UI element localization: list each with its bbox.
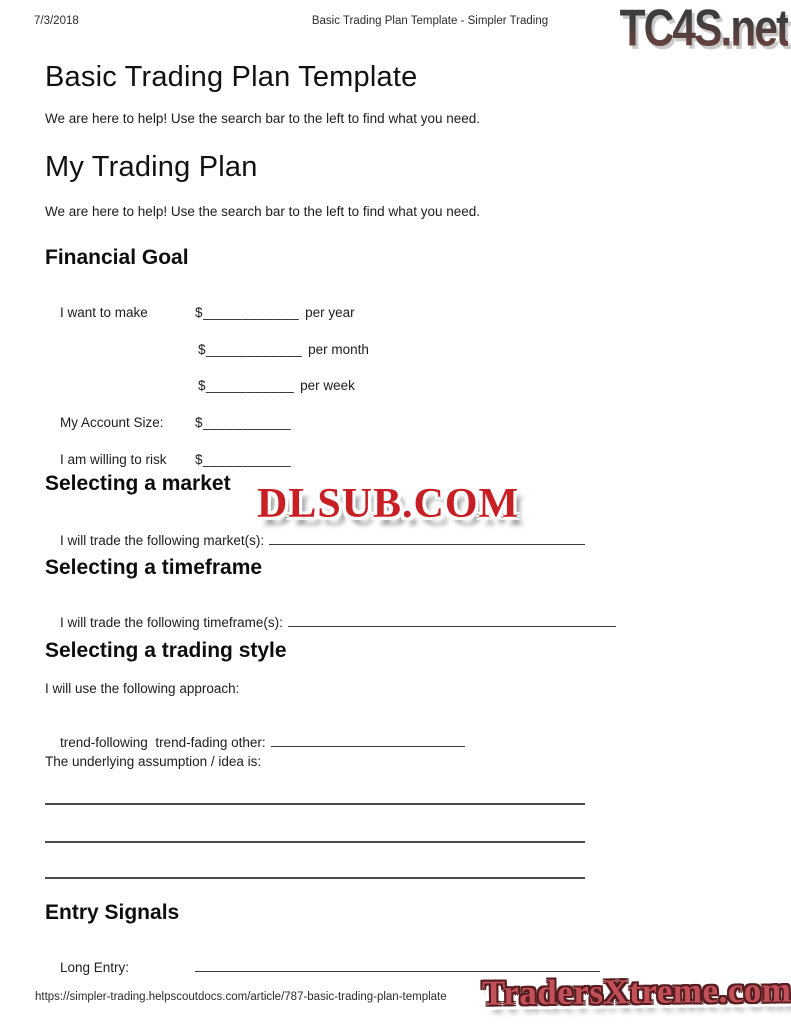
financial-row-suffix: per week bbox=[300, 378, 355, 393]
fill-in-blank: $___________ bbox=[195, 415, 292, 430]
timeframe-prompt: I will trade the following timeframe(s): bbox=[60, 614, 283, 630]
print-header-title: Basic Trading Plan Template - Simpler Trading bbox=[311, 15, 549, 27]
fill-in-blank: $___________ bbox=[195, 452, 292, 467]
page-title: Basic Trading Plan Template bbox=[45, 61, 418, 93]
plan-intro-text: We are here to help! Use the search bar to the left to find what you need. bbox=[45, 204, 481, 219]
assumption-prompt: The underlying assumption / idea is: bbox=[45, 754, 262, 769]
tc4s-watermark: TC4S.net bbox=[619, 0, 788, 57]
market-prompt: I will trade the following market(s): bbox=[60, 532, 265, 548]
fill-in-line bbox=[288, 614, 616, 627]
financial-row-label: I am willing to risk bbox=[60, 452, 167, 467]
financial-row-suffix: per year bbox=[305, 305, 355, 320]
fill-in-line bbox=[45, 841, 585, 843]
print-header-date: 7/3/2018 bbox=[34, 15, 79, 27]
fill-in-line bbox=[195, 959, 600, 972]
dlsub-watermark: DLSUB.COM bbox=[257, 481, 520, 527]
tradersxtreme-watermark: TradersXtreme.com bbox=[481, 970, 791, 1013]
section-heading-timeframe: Selecting a timeframe bbox=[45, 556, 263, 579]
fill-in-line bbox=[45, 803, 585, 805]
section-heading-market: Selecting a market bbox=[45, 472, 231, 495]
section-heading-entry-signals: Entry Signals bbox=[45, 901, 180, 924]
style-options-prompt: trend-following trend-fading other: bbox=[60, 734, 266, 750]
financial-row-suffix: per month bbox=[308, 342, 369, 357]
fill-in-line bbox=[45, 877, 585, 879]
fill-in-line bbox=[269, 532, 585, 545]
fill-in-blank: $____________ bbox=[195, 305, 300, 320]
fill-in-blank: $____________ bbox=[198, 342, 303, 357]
financial-row-label: I want to make bbox=[60, 305, 148, 320]
approach-prompt: I will use the following approach: bbox=[45, 681, 240, 696]
intro-text: We are here to help! Use the search bar to the left to find what you need. bbox=[45, 111, 481, 126]
section-heading-financial-goal: Financial Goal bbox=[45, 246, 189, 269]
print-footer-url: https://simpler-trading.helpscoutdocs.com/article/787-basic-trading-plan-template bbox=[35, 991, 447, 1003]
plan-title: My Trading Plan bbox=[45, 151, 258, 183]
section-heading-trading-style: Selecting a trading style bbox=[45, 639, 287, 662]
fill-in-blank: $___________ bbox=[198, 378, 295, 393]
long-entry-label: Long Entry: bbox=[60, 960, 130, 975]
fill-in-line bbox=[271, 734, 465, 747]
financial-row-label: My Account Size: bbox=[60, 415, 164, 430]
